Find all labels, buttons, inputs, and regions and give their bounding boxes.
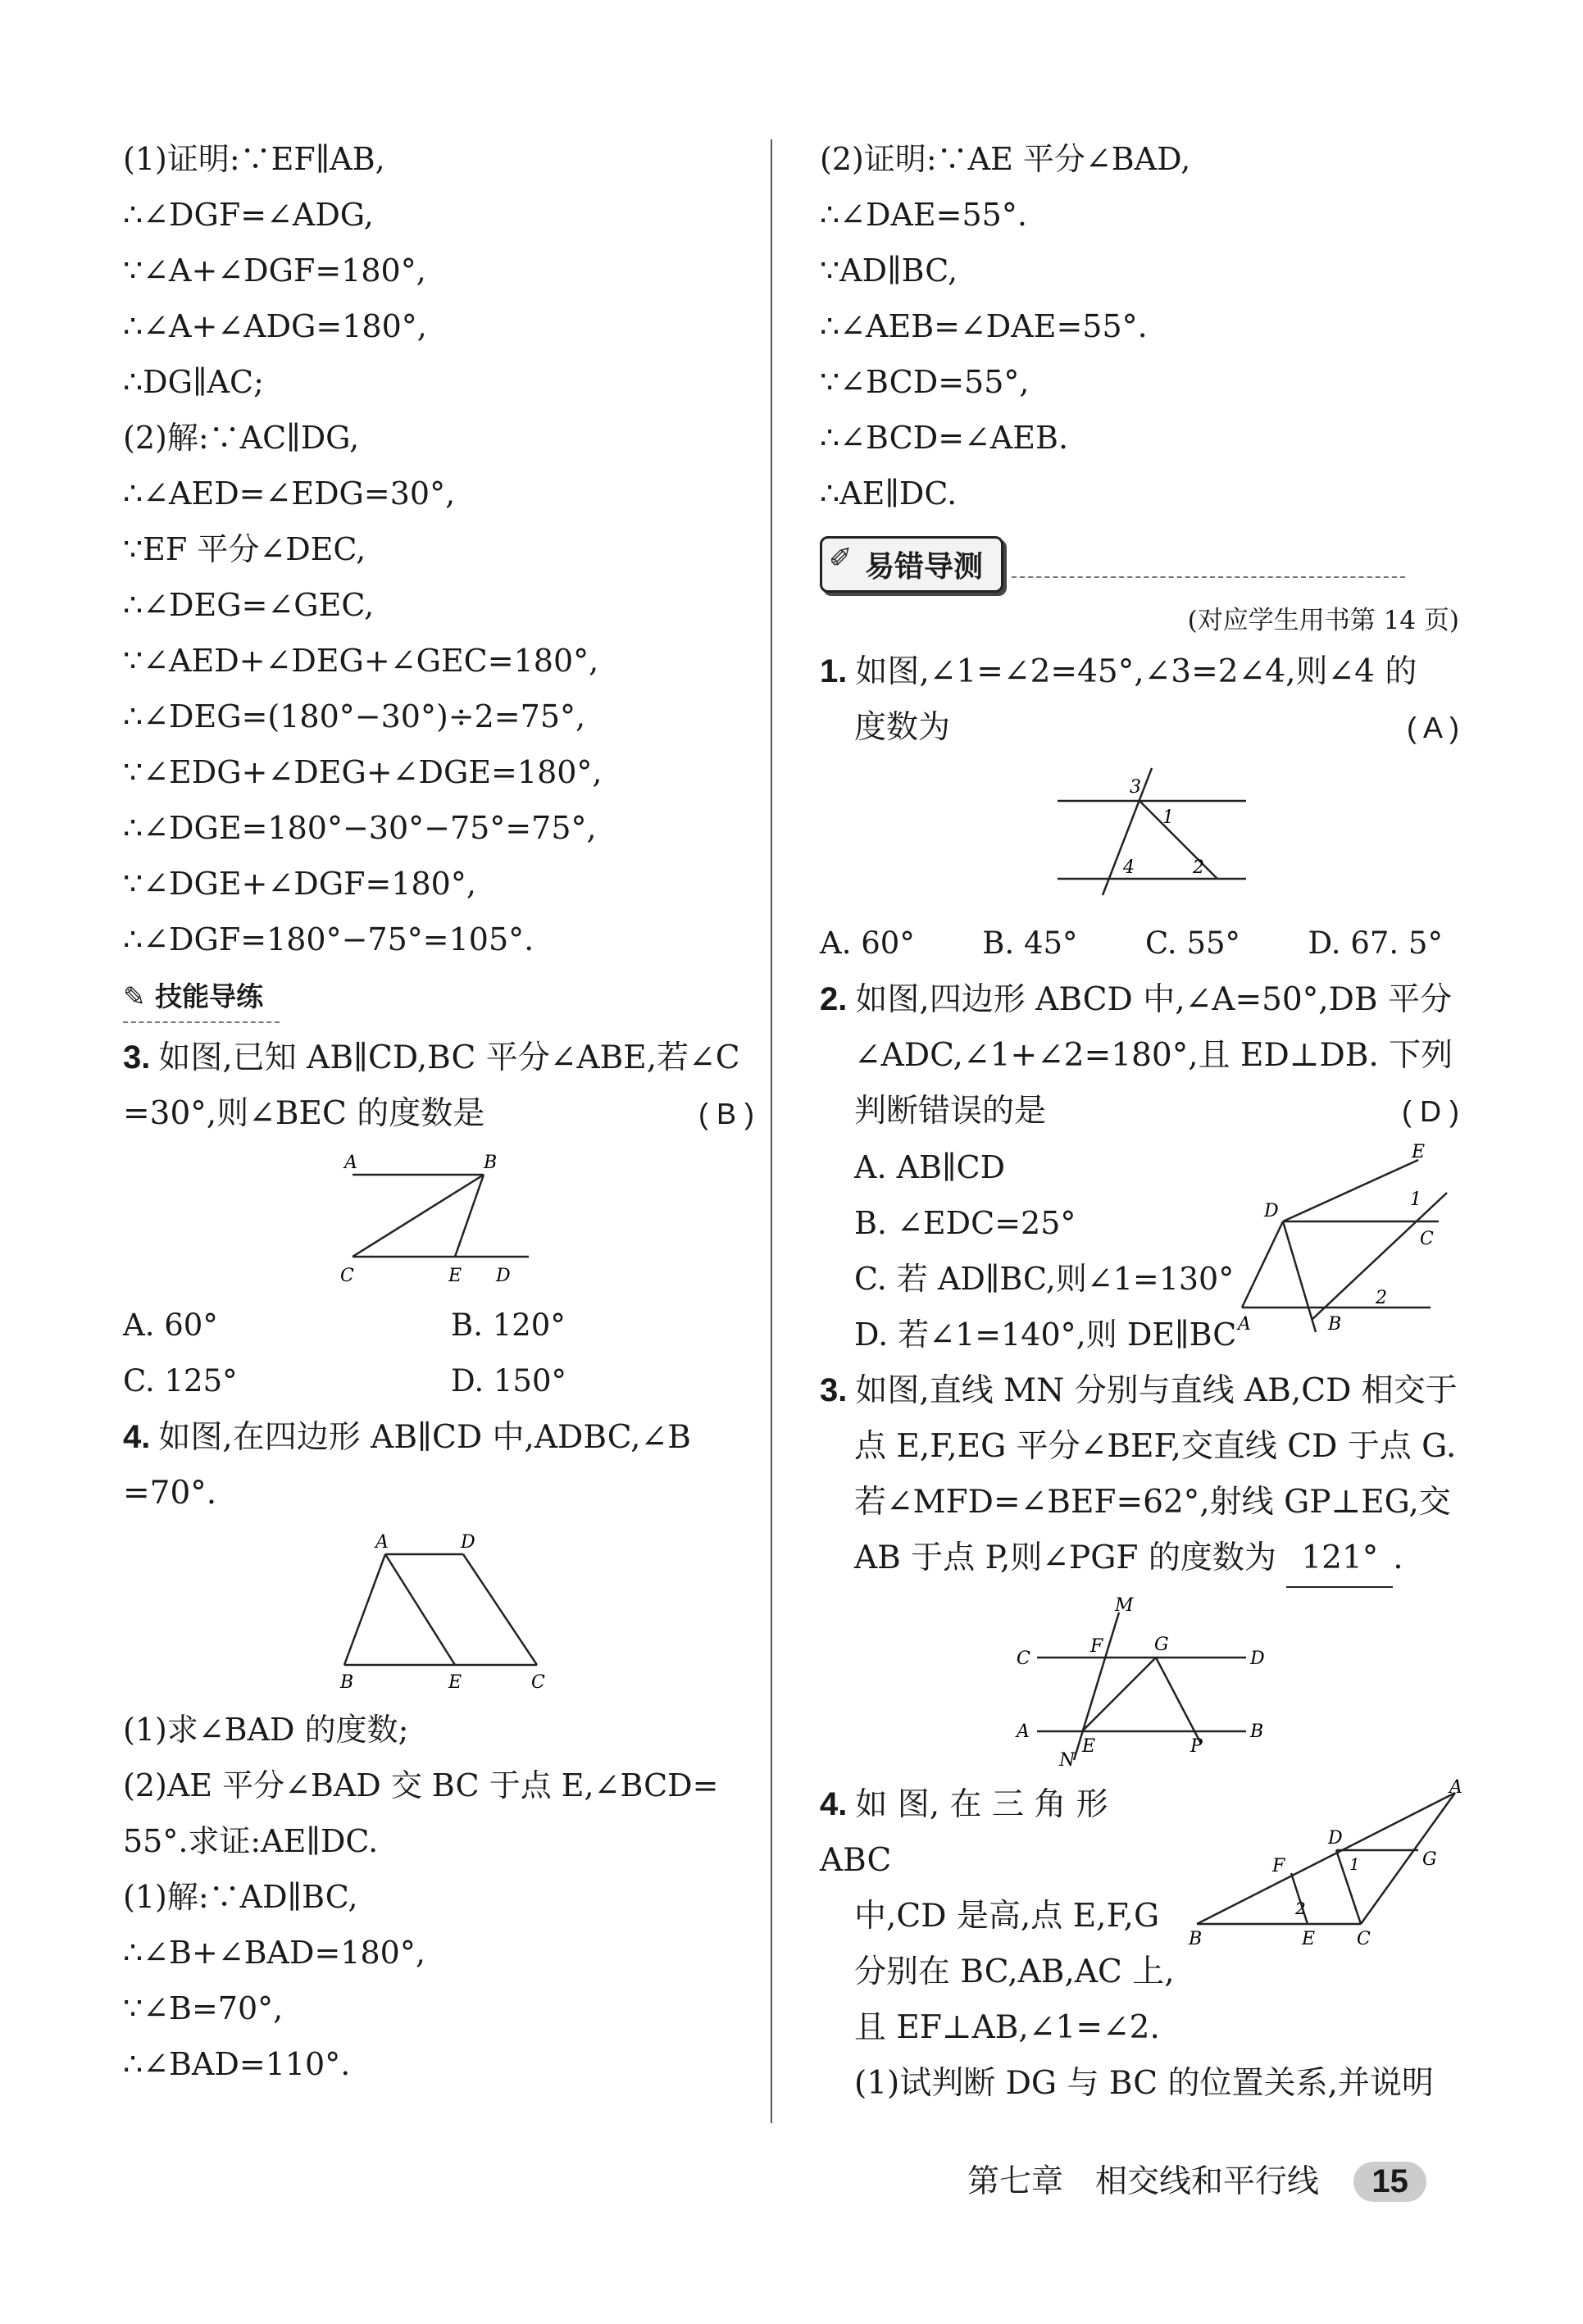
question-line: [820, 971, 1459, 1028]
question-text: 如图,四边形 ABCD 中,∠A=50°,DB 平分: [855, 981, 1452, 1018]
q4-text: [820, 1776, 1189, 2056]
fig-label: 2: [1295, 1899, 1306, 1918]
fig-label: B: [1189, 1929, 1203, 1949]
options: [820, 916, 1459, 971]
fig-label: N: [1059, 1750, 1076, 1771]
proof-line: ∵∠A+∠DGF=180°,: [123, 252, 426, 289]
question-line: [820, 644, 1459, 700]
question-line: =70°.: [123, 1475, 217, 1512]
r-q3-figure: [1000, 1595, 1279, 1771]
proof-line: ∴∠DEG=(180°−30°)÷2=75°,: [123, 698, 586, 734]
proof-line: ∵∠DGE+∠DGF=180°,: [123, 866, 476, 902]
badge-rule: [1012, 576, 1405, 578]
proof-line: (2)证明:∵AE 平分∠BAD,: [820, 141, 1191, 177]
question-line: [123, 1086, 754, 1142]
fig-label: A: [1449, 1777, 1462, 1798]
option: C. 55°: [1144, 926, 1241, 961]
question-text: 判断错误的是: [854, 1093, 1047, 1130]
question-text: 度数为: [854, 709, 951, 746]
right-column: [820, 131, 1462, 2112]
left-proof: [123, 131, 754, 967]
page-footer: [967, 2156, 1426, 2202]
q2-body: [820, 1139, 1459, 1362]
answer-blank: 121°: [1286, 1530, 1393, 1588]
answer-choice: ( D ): [1402, 1094, 1459, 1128]
fig-label: C: [1357, 1929, 1371, 1949]
proof-line: ∵∠AED+∠DEG+∠GEC=180°,: [123, 643, 599, 679]
proof-line: ∴∠AEB=∠DAE=55°.: [820, 308, 1148, 344]
options: [820, 1139, 1238, 1362]
fig-label: E: [1302, 1929, 1316, 1949]
question-number: 2.: [820, 981, 848, 1017]
question-line: [820, 700, 1459, 756]
r-q1-figure: [1017, 764, 1262, 907]
question-3: [123, 1030, 754, 1409]
option: B. 120°: [451, 1308, 566, 1343]
proof-line: ∴∠DEG=∠GEC,: [123, 587, 375, 623]
fig-label: B: [1328, 1314, 1342, 1335]
question-line: 且 EF⊥AB,∠1=∠2.: [854, 2009, 1160, 2046]
fig-label: A: [1017, 1721, 1030, 1742]
question-line: [820, 1084, 1459, 1139]
option: D. 若∠1=140°,则 DE∥BC: [854, 1317, 1237, 1353]
proof-line: ∴∠BCD=∠AEB.: [820, 420, 1069, 456]
question-line: [820, 1362, 1459, 1419]
fig-label: 1: [1162, 807, 1174, 828]
option: B. 45°: [982, 926, 1078, 961]
option: C. 125°: [123, 1363, 238, 1398]
question-number: 3.: [820, 1372, 848, 1408]
fig-label: G: [1154, 1635, 1169, 1655]
question-text: 如图,已知 AB∥CD,BC 平分∠ABE,若∠C: [158, 1039, 740, 1076]
sub-question: (2)AE 平分∠BAD 交 BC 于点 E,∠BCD=: [123, 1767, 719, 1803]
proof-line: ∴∠AED=∠EDG=30°,: [123, 475, 456, 512]
proof-line: (1)证明:∵EF∥AB,: [123, 141, 385, 177]
fig-label: M: [1115, 1595, 1134, 1616]
r-q4-figure: [1189, 1777, 1462, 1949]
fig-label: P: [1190, 1736, 1203, 1757]
option: D. 67. 5°: [1308, 926, 1443, 961]
fig-label: A: [375, 1532, 389, 1553]
question-r4: [820, 1776, 1462, 2112]
question-line: 若∠MFD=∠BEF=62°,射线 GP⊥EG,交: [854, 1484, 1451, 1521]
solution-line: ∴∠BAD=110°.: [123, 2046, 351, 2082]
left-column: [123, 131, 754, 2092]
option: A. 60°: [820, 926, 915, 961]
proof-line: (2)解:∵AC∥DG,: [123, 420, 360, 456]
proof-line: ∵∠BCD=55°,: [820, 364, 1030, 400]
fig-label: C: [531, 1672, 545, 1693]
edit-icon: ✎: [123, 980, 156, 1012]
fig-label: D: [1328, 1828, 1343, 1849]
fig-label: F: [1272, 1856, 1285, 1876]
question-4: [123, 1409, 754, 2092]
sub-question: (1)求∠BAD 的度数;: [123, 1712, 409, 1748]
section-title: 技能导练: [155, 980, 264, 1012]
sub-question: 55°.求证:AE∥DC.: [123, 1823, 379, 1859]
fig-label: 2: [1376, 1288, 1387, 1308]
question-text: 如图,直线 MN 分别与直线 AB,CD 相交于: [855, 1372, 1458, 1409]
option: D. 150°: [451, 1363, 566, 1398]
option: B. ∠EDC=25°: [854, 1205, 1076, 1241]
proof-line: ∵EF 平分∠DEC,: [123, 531, 366, 567]
page-number: 15: [1353, 2162, 1426, 2202]
fig-label: F: [1090, 1636, 1103, 1657]
fig-label: E: [448, 1266, 462, 1286]
fig-label: B: [1250, 1721, 1264, 1742]
proof-line: ∴∠DGF=∠ADG,: [123, 197, 374, 233]
question-line: [820, 1776, 1189, 1889]
question-line: 中,CD 是高,点 E,F,G: [854, 1898, 1160, 1935]
fig-label: B: [484, 1153, 498, 1173]
column-divider: [771, 139, 772, 2123]
question-number: 4.: [820, 1786, 848, 1822]
fig-label: D: [1250, 1649, 1265, 1669]
options: [123, 1298, 754, 1409]
question-line: 分别在 BC,AB,AC 上,: [854, 1953, 1175, 1990]
question-text: 如图,在四边形 AB∥CD 中,ADBC,∠B: [158, 1419, 691, 1456]
option: C. 若 AD∥BC,则∠1=130°: [854, 1261, 1235, 1297]
question-line: ∠ADC,∠1+∠2=180°,且 ED⊥DB. 下列: [854, 1037, 1453, 1074]
proof-line: ∴∠DGF=180°−75°=105°.: [123, 921, 534, 957]
badge-title: 易错导测: [865, 550, 984, 584]
solution-line: ∴∠B+∠BAD=180°,: [123, 1935, 425, 1971]
question-text: =30°,则∠BEC 的度数是: [123, 1095, 485, 1132]
fig-label: D: [496, 1266, 511, 1286]
right-proof: [820, 131, 1459, 521]
fig-label: A: [1238, 1314, 1251, 1335]
fig-label: 1: [1349, 1854, 1360, 1874]
fig-label: E: [1412, 1142, 1426, 1162]
proof-line: ∴AE∥DC.: [820, 475, 958, 512]
fig-label: D: [461, 1532, 475, 1553]
pen-icon: ✐: [829, 542, 853, 575]
badge-box: [820, 536, 1003, 593]
question-line: [123, 1409, 754, 1466]
fig-label: C: [1420, 1229, 1434, 1249]
question-line: (1)试判断 DG 与 BC 的位置关系,并说明: [854, 2065, 1434, 2102]
reference-note: (对应学生用书第 14 页): [1187, 606, 1459, 635]
fig-label: C: [340, 1266, 354, 1286]
question-line: 点 E,F,EG 平分∠BEF,交直线 CD 于点 G.: [854, 1428, 1457, 1465]
answer-choice: ( B ): [698, 1097, 754, 1130]
question-text: AB 于点 P,则∠PGF 的度数为: [854, 1539, 1276, 1576]
answer-choice: ( A ): [1406, 711, 1459, 744]
fig-label: 4: [1123, 857, 1135, 878]
fig-label: E: [1082, 1736, 1096, 1757]
question-text: 如图,∠1=∠2=45°,∠3=2∠4,则∠4 的: [855, 653, 1417, 690]
proof-line: ∴DG∥AC;: [123, 364, 264, 400]
question-text: .: [1393, 1539, 1403, 1576]
question-text: 如 图, 在 三 角 形 ABC: [820, 1786, 1108, 1879]
fig-label: 3: [1130, 777, 1141, 798]
fig-label: E: [448, 1672, 462, 1693]
question-line: [123, 1030, 754, 1086]
r-q2-figure: [1238, 1142, 1459, 1353]
fig-label: B: [340, 1672, 354, 1693]
question-r1: [820, 644, 1459, 971]
question-r3: [820, 1362, 1459, 1771]
solution-line: (1)解:∵AD∥BC,: [123, 1879, 358, 1915]
question-r2: [820, 971, 1459, 1362]
proof-line: ∴∠DAE=55°.: [820, 197, 1027, 233]
chapter-title: 第七章 相交线和平行线: [967, 2163, 1320, 2200]
fig-label: D: [1264, 1201, 1279, 1221]
section-badge: [820, 536, 1405, 593]
q3-figure: [332, 1150, 545, 1289]
q4-body: [820, 1776, 1462, 2056]
fig-label: C: [1017, 1649, 1030, 1669]
fig-label: 2: [1193, 857, 1204, 878]
solution-line: ∵∠B=70°,: [123, 1990, 284, 2026]
fig-label: G: [1422, 1849, 1437, 1870]
question-number: 4.: [123, 1419, 151, 1455]
proof-line: ∵∠EDG+∠DEG+∠DGE=180°,: [123, 754, 603, 790]
fig-label: 1: [1410, 1189, 1422, 1210]
option: A. AB∥CD: [854, 1149, 1006, 1185]
proof-line: ∴∠DGE=180°−30°−75°=75°,: [123, 810, 597, 846]
question-number: 1.: [820, 653, 848, 689]
fig-label: A: [344, 1153, 357, 1173]
question-number: 3.: [123, 1039, 151, 1076]
section-heading: [123, 972, 280, 1023]
question-line: [820, 1530, 1459, 1588]
proof-line: ∵AD∥BC,: [820, 252, 958, 289]
option: A. 60°: [123, 1308, 218, 1343]
q4-figure: [320, 1530, 557, 1694]
proof-line: ∴∠A+∠ADG=180°,: [123, 308, 427, 344]
